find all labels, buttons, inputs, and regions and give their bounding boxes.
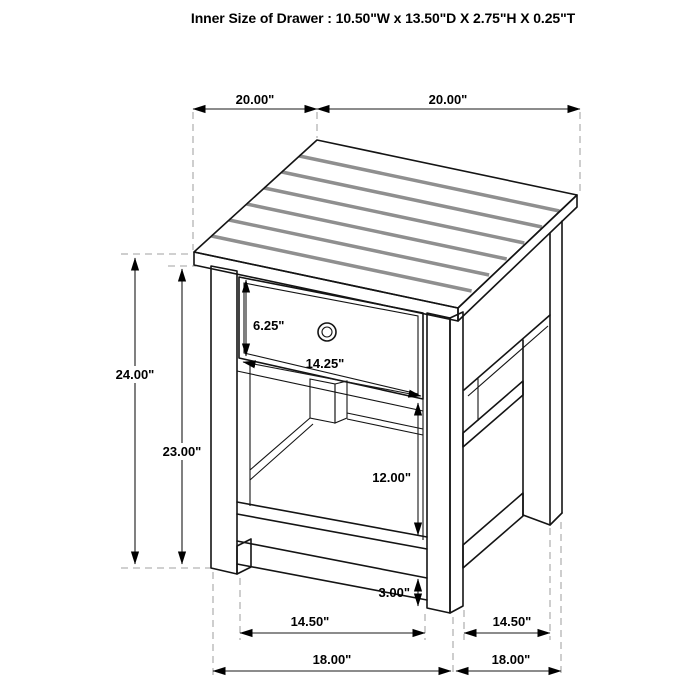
right-back-leg xyxy=(523,221,562,525)
dim-overall-height-label: 24.00" xyxy=(115,367,155,382)
dim-drawer-height-label: 6.25" xyxy=(253,318,285,333)
left-leg xyxy=(211,266,251,574)
dim-front-base-width-label: 18.00" xyxy=(312,652,352,667)
dim-top-depth-label: 20.00" xyxy=(235,92,275,107)
dim-top-width-label: 20.00" xyxy=(428,92,468,107)
table-top xyxy=(194,140,577,321)
drawing-title: Inner Size of Drawer : 10.50"W x 13.50"D X 2.75"H X 0.25"T xyxy=(190,10,576,26)
dim-side-base-width-label: 18.00" xyxy=(491,652,531,667)
stretcher-side-rail xyxy=(463,493,523,568)
side-apron xyxy=(464,315,550,396)
dim-floor-to-shelf-label: 3.00" xyxy=(378,585,410,600)
dim-drawer-width-label: 14.25" xyxy=(305,356,345,371)
dim-front-leg-spacing-label: 14.50" xyxy=(290,614,330,629)
dim-under-top-height-label: 23.00" xyxy=(162,444,202,459)
drawer-knob-icon xyxy=(318,323,336,341)
dim-side-leg-spacing-label: 14.50" xyxy=(492,614,532,629)
shelf-side-rail xyxy=(463,381,523,447)
shelf-front-rail xyxy=(237,502,427,549)
dim-drawer-to-shelf-label: 12.00" xyxy=(372,470,411,485)
front-leg xyxy=(427,312,463,613)
